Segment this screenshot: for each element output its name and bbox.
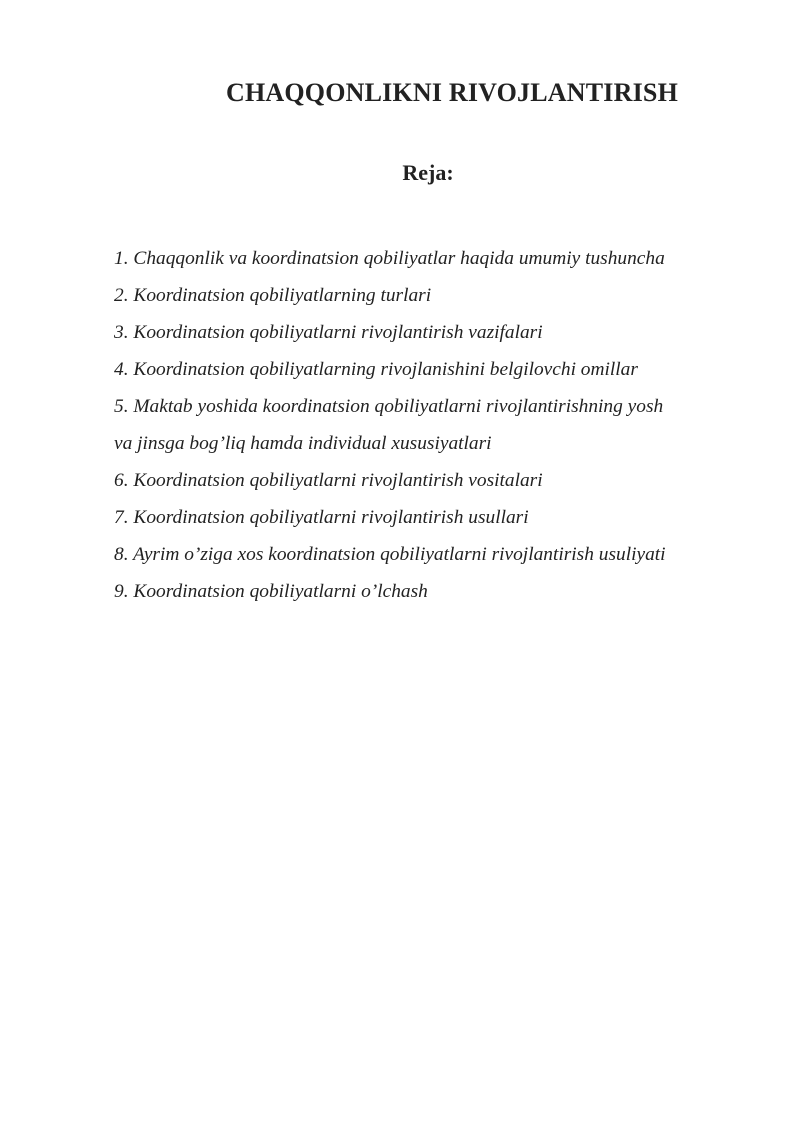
plan-list — [114, 240, 774, 610]
plan-item-2: 2. Koordinatsion qobiliyatlarning turlari — [114, 285, 432, 306]
plan-item-7: 7. Koordinatsion qobiliyatlarni rivojlantirish usullari — [114, 507, 529, 528]
plan-item-5: 5. Maktab yoshida koordinatsion qobiliyatlarni rivojlantirishning yosh — [114, 396, 664, 417]
plan-item-9: 9. Koordinatsion qobiliyatlarni o’lchash — [114, 581, 428, 602]
plan-item-5-continuation: va jinsga bog’liq hamda individual xususiyatlari — [114, 433, 492, 454]
document-title: CHAQQONLIKNI RIVOJLANTIRISH — [225, 78, 678, 107]
plan-item-8: 8. Ayrim o’ziga xos koordinatsion qobiliyatlarni rivojlantirish usuliyati — [114, 544, 666, 565]
plan-item-1: 1. Chaqqonlik va koordinatsion qobiliyatlar haqida umumiy tushuncha — [114, 248, 665, 269]
plan-item-6: 6. Koordinatsion qobiliyatlarni rivojlantirish vositalari — [114, 470, 543, 491]
plan-item-4: 4. Koordinatsion qobiliyatlarning rivojlanishini belgilovchi omillar — [114, 359, 638, 380]
plan-heading: Reja: — [402, 160, 454, 185]
plan-item-3: 3. Koordinatsion qobiliyatlarni rivojlantirish vazifalari — [114, 322, 543, 343]
